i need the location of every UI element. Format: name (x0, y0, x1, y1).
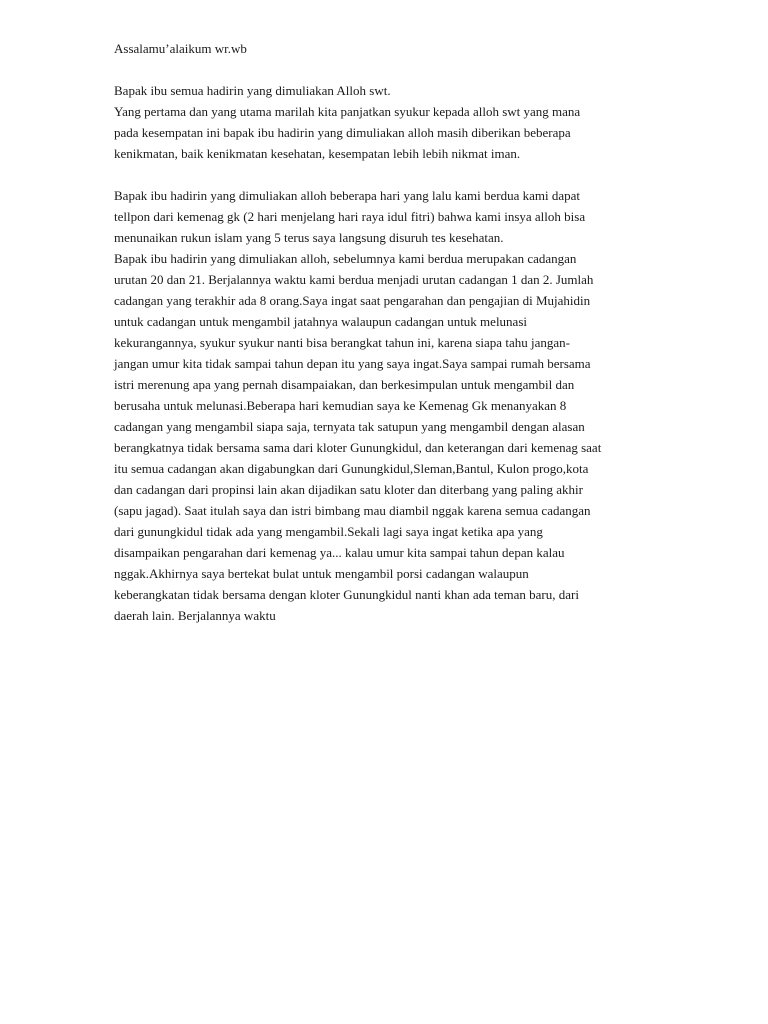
text-line: tellpon dari kemenag gk (2 hari menjelang hari raya idul fitri) bahwa kami insya alloh bisa (114, 209, 586, 224)
paragraph-story (114, 185, 684, 626)
text-line: untuk cadangan untuk mengambil jatahnya walaupun cadangan untuk melunasi (114, 314, 527, 329)
text-line: (sapu jagad). Saat itulah saya dan istri bimbang mau diambil nggak karena semua cadangan (114, 503, 591, 518)
text-line: pada kesempatan ini bapak ibu hadirin yang dimuliakan alloh masih diberikan beberapa (114, 125, 571, 140)
text-line: urutan 20 dan 21. Berjalannya waktu kami berdua menjadi urutan cadangan 1 dan 2. Jumlah (114, 272, 594, 287)
text-line: jangan umur kita tidak sampai tahun depan itu yang saya ingat.Saya sampai rumah bersama (114, 356, 591, 371)
text-line: Bapak ibu hadirin yang dimuliakan alloh, sebelumnya kami berdua merupakan cadangan (114, 251, 577, 266)
text-line: cadangan yang mengambil siapa saja, ternyata tak satupun yang mengambil dengan alasan (114, 419, 585, 434)
greeting-line: Assalamu’alaikum wr.wb (114, 41, 247, 56)
text-line: Yang pertama dan yang utama marilah kita panjatkan syukur kepada alloh swt yang mana (114, 104, 581, 119)
paragraph-gap (114, 164, 684, 185)
document-body (114, 38, 684, 626)
paragraph-opening (114, 80, 684, 164)
text-line: dari gunungkidul tidak ada yang mengambil.Sekali lagi saya ingat ketika apa yang (114, 524, 543, 539)
text-line: menunaikan rukun islam yang 5 terus saya langsung disuruh tes kesehatan. (114, 230, 504, 245)
text-line: keberangkatan tidak bersama dengan kloter Gunungkidul nanti khan ada teman baru, dari (114, 587, 579, 602)
text-line: kekurangannya, syukur syukur nanti bisa berangkat tahun ini, karena siapa tahu jangan- (114, 335, 570, 350)
text-line: itu semua cadangan akan digabungkan dari Gunungkidul,Sleman,Bantul, Kulon progo,kota (114, 461, 589, 476)
text-line: dan cadangan dari propinsi lain akan dijadikan satu kloter dan diterbang yang paling akhir (114, 482, 583, 497)
text-line: Bapak ibu hadirin yang dimuliakan alloh beberapa hari yang lalu kami berdua kami dapat (114, 188, 581, 203)
text-line: istri merenung apa yang pernah disampaiakan, dan berkesimpulan untuk mengambil dan (114, 377, 575, 392)
text-line: disampaikan pengarahan dari kemenag ya... kalau umur kita sampai tahun depan kalau (114, 545, 565, 560)
text-line: berusaha untuk melunasi.Beberapa hari kemudian saya ke Kemenag Gk menanyakan 8 (114, 398, 567, 413)
text-line: cadangan yang terakhir ada 8 orang.Saya ingat saat pengarahan dan pengajian di Mujahidin (114, 293, 591, 308)
text-line: kenikmatan, baik kenikmatan kesehatan, kesempatan lebih lebih nikmat iman. (114, 146, 521, 161)
text-line: Bapak ibu semua hadirin yang dimuliakan Alloh swt. (114, 83, 391, 98)
paragraph-gap (114, 59, 684, 80)
text-line: berangkatnya tidak bersama sama dari kloter Gunungkidul, dan keterangan dari kemenag saat (114, 440, 602, 455)
text-line: daerah lain. Berjalannya waktu (114, 608, 276, 623)
text-line: nggak.Akhirnya saya bertekat bulat untuk mengambil porsi cadangan walaupun (114, 566, 529, 581)
